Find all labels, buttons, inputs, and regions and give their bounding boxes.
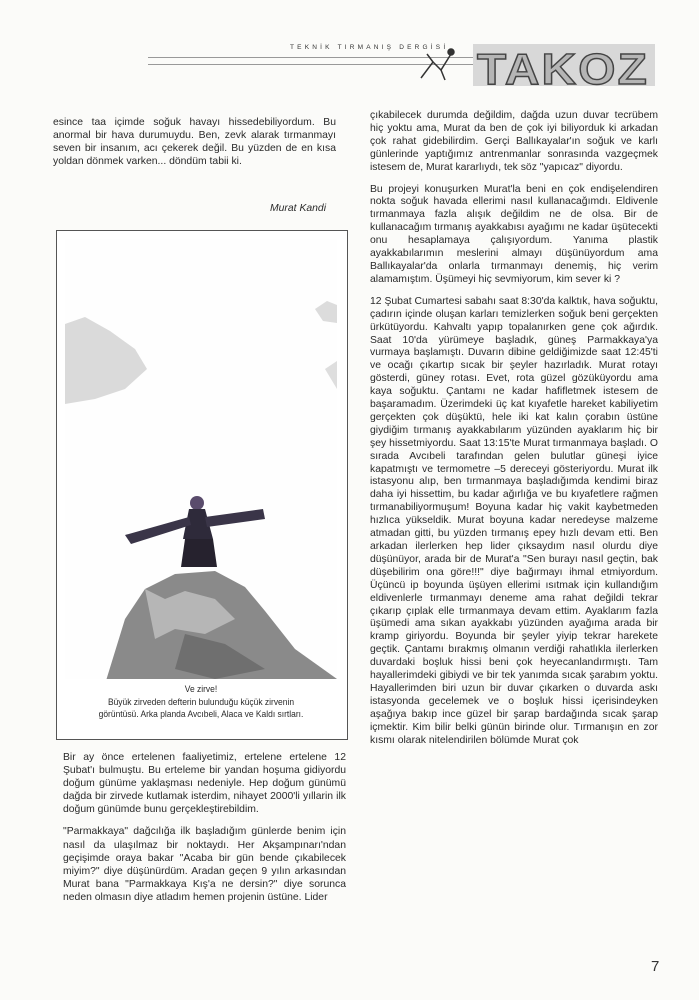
takoz-logo <box>415 40 655 88</box>
summit-photo-frame <box>56 230 348 740</box>
magazine-subtitle: TEKNİK TIRMANIŞ DERGİSİ <box>290 44 449 51</box>
left-column-bottom <box>63 751 346 913</box>
caption-line: görüntüsü. Arka planda Avcıbeli, Alaca ve Kaldı sırtları. <box>98 709 304 719</box>
left-column-top <box>53 116 336 177</box>
right-column <box>370 110 658 757</box>
body-paragraph: Bu projeyi konuşurken Murat'la beni en çok endişelendiren nokta soğuk havada ellerimi nasıl kullanacağımdı. Eldivenle tırmanmaya fazla alışık değildim ne de olsa. Bir de kullanacağım tırmanış ayakkabısı ayağımı ne kadar üşütecekti onu hesaplamaya çalışıyordum. Yanıma plastik ayakkabılarımın meslerini almayı düşünüyordum ama Ballıkayalar'da onlarla tırmanmayı denemiş, hiç verim alamamıştım. Üşümeyi hiç sevmiyorum, kim sever ki ? <box>370 183 658 285</box>
body-paragraph: çıkabilecek durumda değildim, dağda uzun duvar tecrübem hiç yoktu ama, Murat da ben de çok iyi biliyorduk ki arkadan çok rahat gidebilirdim. Gerçi Ballıkayalar'ın soğuk ve karlı günlerinde yaptığımız antrenmanlar sonrasında vazgeçmek istesem de, Murat kararlıydı, tek söz "yapıcaz" diyordu. <box>370 110 658 173</box>
summit-photo <box>65 239 337 679</box>
caption-line: Büyük zirveden defterin bulunduğu küçük zirvenin <box>107 696 295 707</box>
page-number: 7 <box>651 958 660 975</box>
intro-paragraph: esince taa içimde soğuk havayı hissedebiliyordum. Bu anormal bir hava durumuydu. Ben, zevk alarak tırmanmayı seven bir insanım, acı çekerek değil. Bu yüzden de en kısa yoldan dönmek varken... döndüm tabii ki. <box>53 117 336 168</box>
author-signature: Murat Kandi <box>270 203 327 214</box>
body-paragraph: Bir ay önce ertelenen faaliyetimiz, ertelene ertelene 12 Şubat'ı bulmuştu. Bu erteleme bir yandan hoşuma gidiyordu doğum günüme yaklaşması nedeniyle. Hep doğum günümü dağda bir zirvede kutlamak isterdim, nihayet 2000'li yıllarin ilk doğum günümde bunu gerçekleştirebildim. <box>63 752 346 816</box>
takoz-logo-text: TAKOZ <box>477 45 649 88</box>
photo-caption <box>76 683 326 721</box>
body-paragraph: 12 Şubat Cumartesi sabahı saat 8:30'da kalktık, hava soğuktu, çadırın içinde oluşan karları temizlerken soğuk beni gerçekten ürkütüyordu. Kahvaltı yapıp topalanırken gene çok ağırdık. Saat 10'da yürümeye başladık, güneş Parmakkaya'ya vurmaya başlamıştı. Duvarın dibine geldiğimizde saat 12:45'ti ve ocağı çıkartıp sıcak bir şeyler hazırladık. Murat rotayı gösterdi, güney rotası. Evet, rota güzel gözüküyordu ama kaya soğuktu. Çantamı ne kadar hafifletmek istesem de başaramadım. Üzerimdeki üç kat kıyafetle hareket kabiliyetim gerçekten çok düşüktü, hele iki kat kalın çorabın üstüne giydiğim tırmanış ayakkabılarım yüzünden ayaklarım hiç bir şey hissetmiyordu. Saat 13:15'te Murat tırmanmaya başladı. O sırada Avcıbeli tarafından gelen bulutlar güneşi iyice kapatmıştı ve termometre –5 dereceyi gösteriyordu. Murat ilk istasyonu alıp, ben tırmanmaya başladığımda kendimi biraz daha iyi hissettim, bu kadar ağırlığa ve bu kıyafetlere rağmen tırmanabiliyormuşum! Boyuna kadar hiç vakit kaybetmeden hızlıca yükseldik. Murat boyuna kadar neredeyse malzeme atmadan gitti, bu yüzden tırmanış epey hızlı devam etti. Ben arkadan ilerlerken hep lider çıksaydım nasıl olurdu diye düşünüyor, arada bir de Murat'a "Sen burayı nasıl geçtin, bak düşebilirim ona göre!!!" diye bağırmayı ihmal etmiyordum. Üçüncü ip boyunda üşüyen ellerimi ısıtmak için kullandığım eldivenlerle tırmanmayı deneme ama rahat değildi tekrar çıkarıp çıplak elle tırmanmaya devam ettim. Ayaklarım fazla üşümedi ama sıkan ayakkabı yüzünden ayağıma arada bir kramp giriyordu. Boyunda bir şeyler yiyip tekrar harekete geçtik. Çantamı bırakmış olmanın verdiği rahatlıkla ilerlerken duvardaki boşluk hissi beni çok heyecanlandırmıştı. Tam hayallerimdeki gibiydi ve bir tek yanımda sıcak şarabım yoktu. Hayallerimden biri uzun bir duvar çıkarken o duvarda askı istasyonda gecelemek ve o boşluk hissi içerisindeyken aşağıya bakıp ince güzel bir şarap bardağında sıcak şarap içmektir. Kim bilir belki günün birinde olur. Tırmanışın en zor kısmı olarak nitelendirilen bölümde Murat çok <box>370 295 658 746</box>
caption-line: Ve zirve! <box>184 684 218 694</box>
body-paragraph: "Parmakkaya" dağcılığa ilk başladığım günlerde benim için nasıl da ulaşılmaz bir noktaydı. Her Akşampınarı'ndan geçişimde oraya bakar "Acaba bir gün bende çıkabilecek miyim?" diye düşünürdüm. Aradan geçen 9 yılın arkasından Murat bana "Parmakkaya Kış'a ne dersin?" diye sorunca neden olmasın diye atladım hemen projenin üstüne. Lider <box>63 826 346 903</box>
